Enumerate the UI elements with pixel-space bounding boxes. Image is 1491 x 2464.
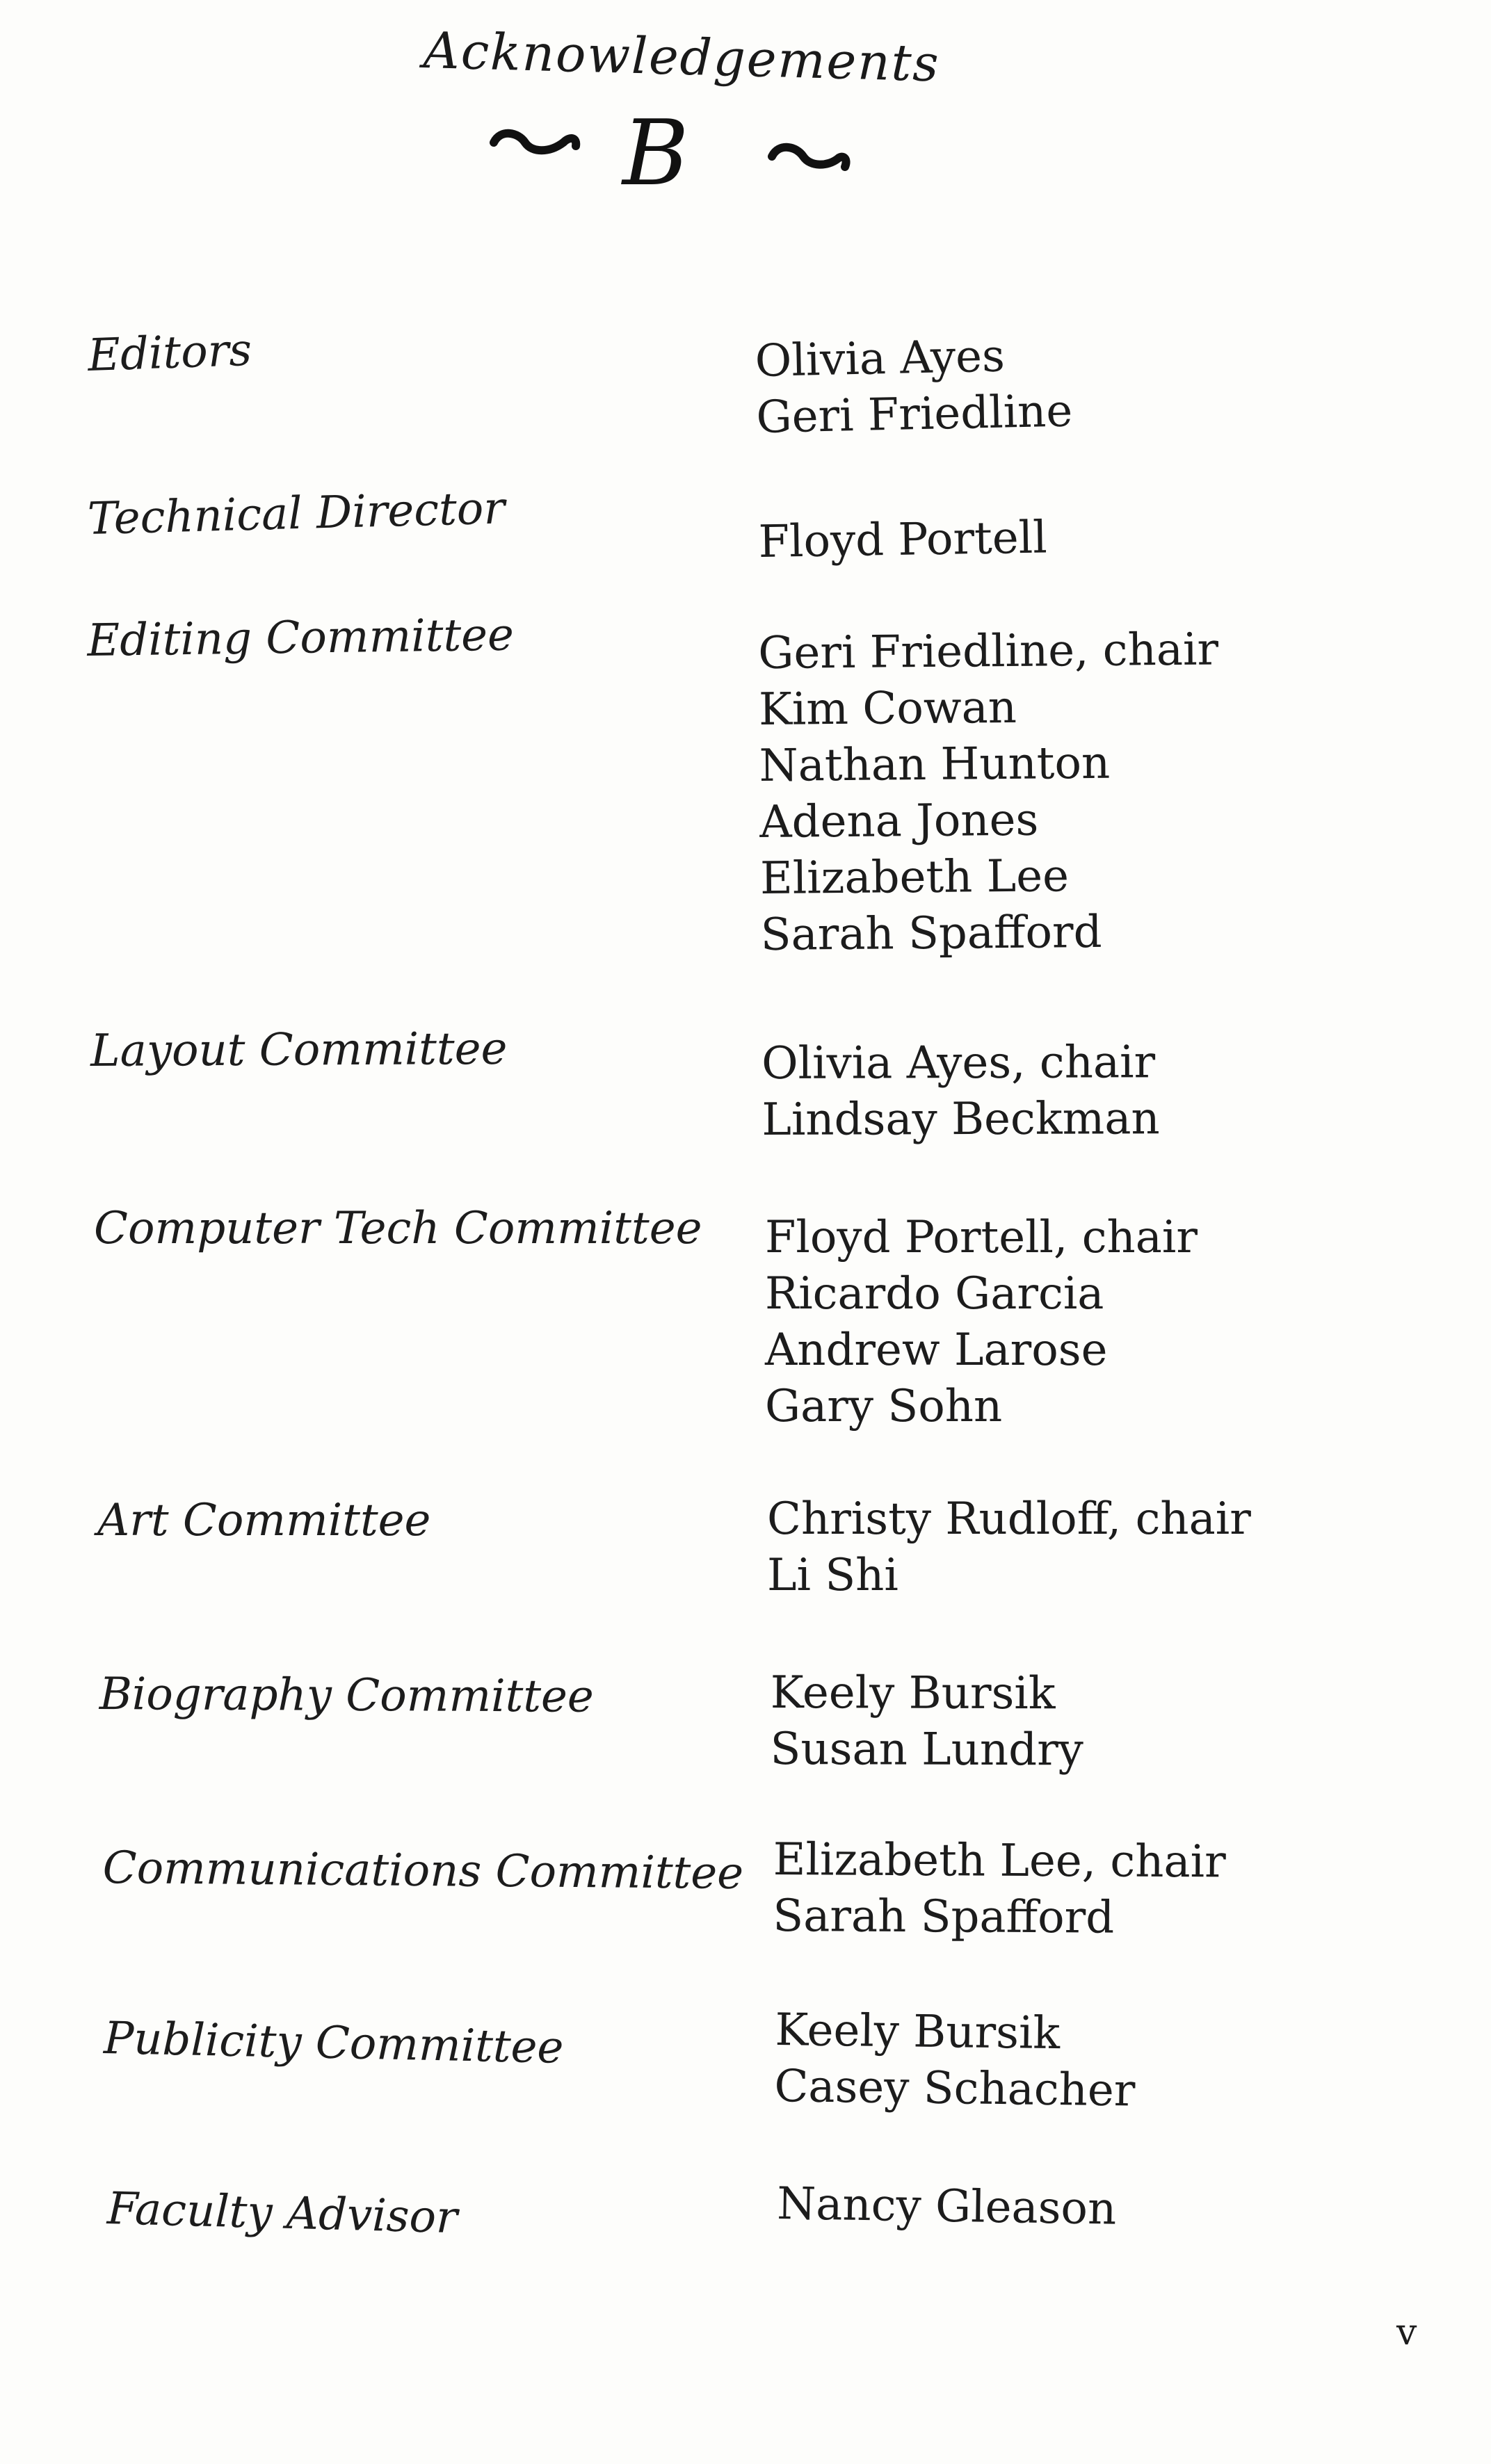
person-name: Li Shi	[767, 1550, 898, 1601]
role-label: Faculty Advisor	[106, 2183, 458, 2244]
names-list	[761, 1035, 1160, 1149]
role-label: Biography Committee	[99, 1669, 594, 1723]
person-name: Nancy Gleason	[776, 2178, 1117, 2235]
names-list	[755, 327, 1073, 446]
person-name: Christy Rudloff, chair	[767, 1493, 1251, 1545]
role-label: Art Committee	[97, 1495, 431, 1546]
names-list	[773, 1832, 1226, 1947]
person-name: Elizabeth Lee	[759, 850, 1070, 905]
person-name: Floyd Portell, chair	[765, 1212, 1198, 1263]
person-name: Elizabeth Lee, chair	[773, 1834, 1226, 1888]
person-name: Olivia Ayes	[755, 330, 1006, 387]
page-number: v	[1396, 2312, 1417, 2353]
person-name: Keely Bursik	[775, 2004, 1061, 2060]
person-name: Sarah Spafford	[760, 906, 1102, 961]
person-name: Kim Cowan	[758, 681, 1017, 736]
role-label: Editing Committee	[87, 609, 515, 667]
person-name: Nathan Hunton	[759, 737, 1111, 792]
names-list	[777, 2176, 1117, 2238]
person-name: Geri Friedline	[755, 385, 1073, 444]
role-label: Technical Director	[87, 483, 506, 545]
role-label: Computer Tech Committee	[94, 1203, 702, 1254]
person-name: Ricardo Garcia	[765, 1268, 1104, 1320]
names-list	[767, 1491, 1251, 1604]
person-name: Geri Friedline, chair	[758, 624, 1219, 679]
person-name: Lindsay Beckman	[761, 1093, 1160, 1146]
role-label: Layout Committee	[90, 1023, 508, 1077]
person-name: Keely Bursik	[770, 1667, 1056, 1720]
page-title: Acknowledgements	[422, 21, 941, 93]
names-list	[758, 510, 1047, 571]
names-list	[765, 1210, 1198, 1435]
person-name: Susan Lundry	[770, 1723, 1084, 1776]
ornament-letter: B	[622, 104, 689, 206]
person-name: Casey Schacher	[774, 2060, 1136, 2117]
role-label: Communications Committee	[102, 1842, 744, 1900]
person-name: Sarah Spafford	[773, 1890, 1115, 1944]
person-name: Andrew Larose	[765, 1324, 1108, 1376]
person-name: Adena Jones	[759, 794, 1039, 848]
names-list	[758, 622, 1221, 964]
names-list	[774, 2002, 1136, 2120]
role-label: Editors	[87, 324, 253, 382]
person-name: Olivia Ayes, chair	[761, 1037, 1156, 1089]
person-name: Floyd Portell	[758, 512, 1048, 568]
names-list	[770, 1665, 1083, 1778]
person-name: Gary Sohn	[765, 1381, 1003, 1432]
role-label: Publicity Committee	[103, 2013, 565, 2074]
